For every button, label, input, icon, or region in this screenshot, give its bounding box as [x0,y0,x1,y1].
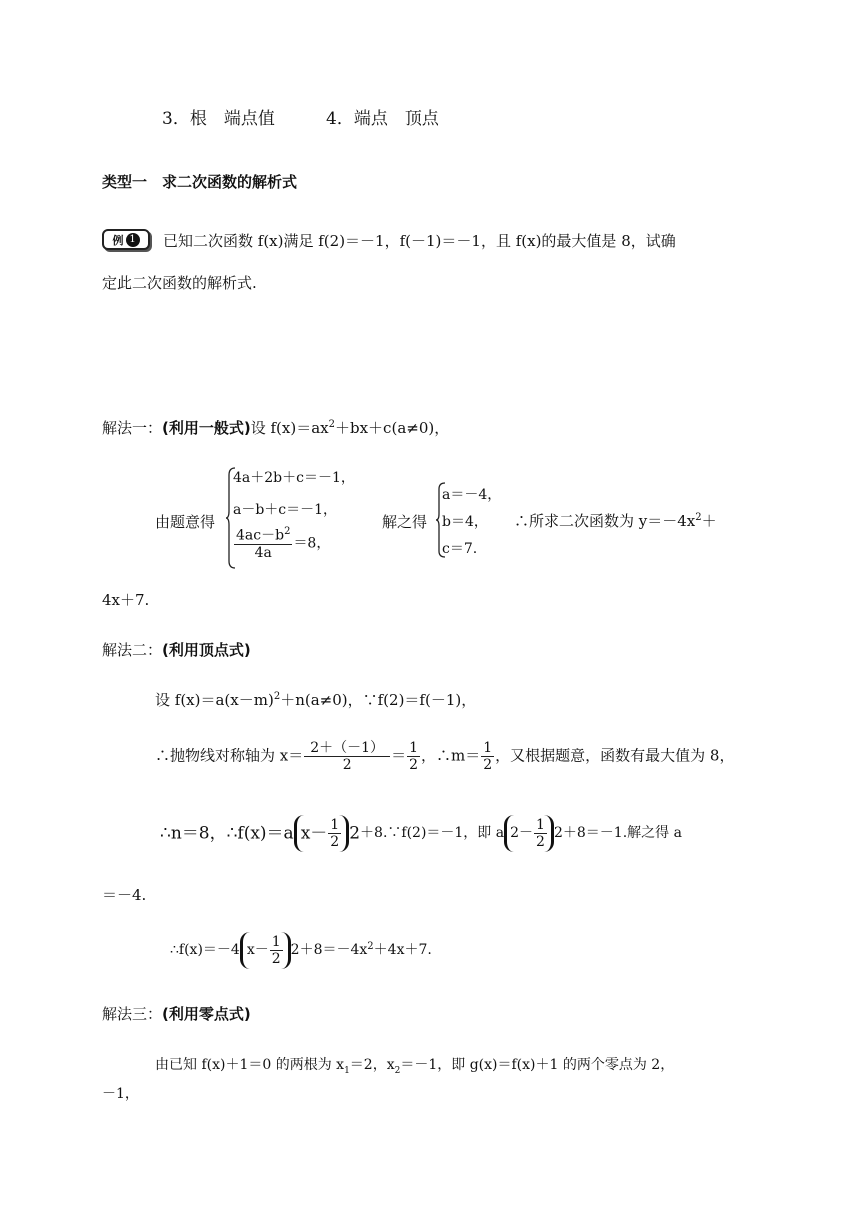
m2-line4-sup: 2 [367,940,374,952]
m2-paren-group-1 [294,815,350,852]
m2-line3-frac2-den: 2 [536,834,545,851]
problem-line-2: 定此二次函数的解析式. [102,274,257,292]
method3-line1 [155,1054,674,1076]
method1-solve-label: 解之得 [382,513,428,531]
m2-line3-exp2: 2 [553,825,563,842]
method2-line4 [170,932,432,969]
method3-intro [102,1003,251,1024]
m2-line3-frac2-num: 1 [536,817,545,833]
m2-frac3-num: 1 [483,740,493,756]
m2-frac-axis [304,740,390,773]
m2-frac1-den: 2 [342,757,352,774]
system-eq-3-fraction [234,526,292,561]
method1-given-label: 由题意得 [155,513,216,531]
m2-frac-m [481,740,494,773]
m2-line2-b: ，∴m＝ [421,746,481,765]
problem-line-1: 已知二次函数 f(x)满足 f(2)＝－1，f(－1)＝－1，且 f(x)的最大值是 8，试确 [163,232,676,250]
system-eq-3-den: 4a [254,544,272,561]
method2-intro [102,639,251,660]
m2-line1-a: 设 f(x)＝a(x－m) [155,691,274,709]
answer-item-3-text: 3．根 端点值 [162,109,275,129]
m2-line3-two: 2－ [510,825,534,842]
m2-line3-frac-num: 1 [330,817,340,833]
m3-sub1: 1 [344,1065,350,1076]
m2-line4-frac-num: 1 [271,934,281,950]
system-eq-1: 4a＋2b＋c＝－1， [233,470,355,486]
method1-text-b: ＋bx＋c(a≠0)， [335,419,450,437]
m2-frac-half [407,740,420,773]
solution-a: a＝－4， [442,487,502,503]
m2-line4-c: ＋4x＋7. [373,942,432,959]
solution-c: c＝7. [442,541,478,557]
m2-line4-x: x－ [246,942,269,959]
m2-line2-a: ∴抛物线对称轴为 x＝ [155,746,304,765]
eq3-sup: 2 [284,526,291,537]
method3-bold: (利用零点式) [162,1005,251,1023]
eq3-num-text: 4ac－b [236,527,285,544]
m2-line3-b: ＋8.∵f(2)＝－1，即 a [360,825,505,842]
m3-line1-c: ＝－1，即 g(x)＝f(x)＋1 的两个零点为 2， [400,1057,675,1073]
conclusion-sup: 2 [695,512,702,523]
method2-line2 [155,740,734,773]
m2-line4-frac-den: 2 [271,951,281,968]
m2-line3-frac2 [534,817,547,850]
m2-line3-c: ＋8＝－1.解之得 a [562,825,682,842]
system-eq-3 [233,526,330,561]
system-eq-2: a－b＋c＝－1， [233,502,338,518]
conclusion-a: ∴所求二次函数为 y＝－4x [514,512,696,530]
m2-paren-group-3 [240,932,291,969]
method1-bold: (利用一般式) [162,419,251,437]
method1-intro [102,417,449,438]
system-eq-3-num [234,526,292,545]
section-title: 类型一 求二次函数的解析式 [102,173,298,191]
m2-line2-eq: ＝ [391,746,407,765]
m2-line2-c: ，又根据题意，函数有最大值为 8， [495,746,735,765]
method1-conclusion [514,510,717,531]
method1-continued: 4x＋7. [102,591,150,609]
answer-item-4 [326,104,439,129]
m2-line4-exp: 2 [290,942,300,959]
example-badge [102,229,150,250]
m2-frac3-den: 2 [483,757,493,774]
m3-sub2: 2 [394,1065,401,1076]
answer-item-4-text: 4．端点 顶点 [326,109,439,129]
m2-line4-b: ＋8＝－4x [299,942,368,959]
method3-label: 解法三： [102,1005,163,1023]
m2-line1-b: ＋n(a≠0)，∵f(2)＝f(－1)， [280,691,477,709]
method2-line3-cont: ＝－4. [102,886,147,904]
m2-line3-a: ∴n＝8，∴f(x)＝a [160,823,294,844]
conclusion-b: ＋ [701,512,717,530]
m3-line1-a: 由已知 f(x)＋1＝0 的两根为 x [155,1057,345,1073]
m2-line3-frac [328,817,341,850]
example-badge-label: 例 [112,233,124,247]
m2-line3-x: x－ [300,823,328,844]
m2-line3-frac-den: 2 [330,834,340,851]
method1-label: 解法一： [102,419,163,437]
m3-line1-b: ＝2，x [349,1057,395,1073]
method2-label: 解法二： [102,641,163,659]
example-badge-number: 1 [126,233,140,247]
method2-line1 [155,689,476,710]
method2-line3 [160,815,682,852]
m2-paren-group-2 [504,815,554,852]
m2-line1-sup: 2 [273,691,281,702]
m2-line4-frac [270,934,283,967]
m2-frac1-num: 2＋（－1） [304,740,390,757]
system-eq-3-rhs: ＝8， [293,535,331,552]
solution-b: b＝4， [442,514,488,530]
m2-frac2-num: 1 [409,740,418,756]
m2-line3-exp: 2 [349,823,361,844]
answer-item-3 [162,104,275,129]
method2-bold: (利用顶点式) [162,641,251,659]
m2-frac2-den: 2 [409,757,418,774]
method3-line2: －1， [102,1086,139,1102]
method1-text-a: 设 f(x)＝ax [250,419,329,437]
method1-sup: 2 [328,419,335,430]
m2-line4-a: ∴f(x)＝－4 [170,942,240,959]
